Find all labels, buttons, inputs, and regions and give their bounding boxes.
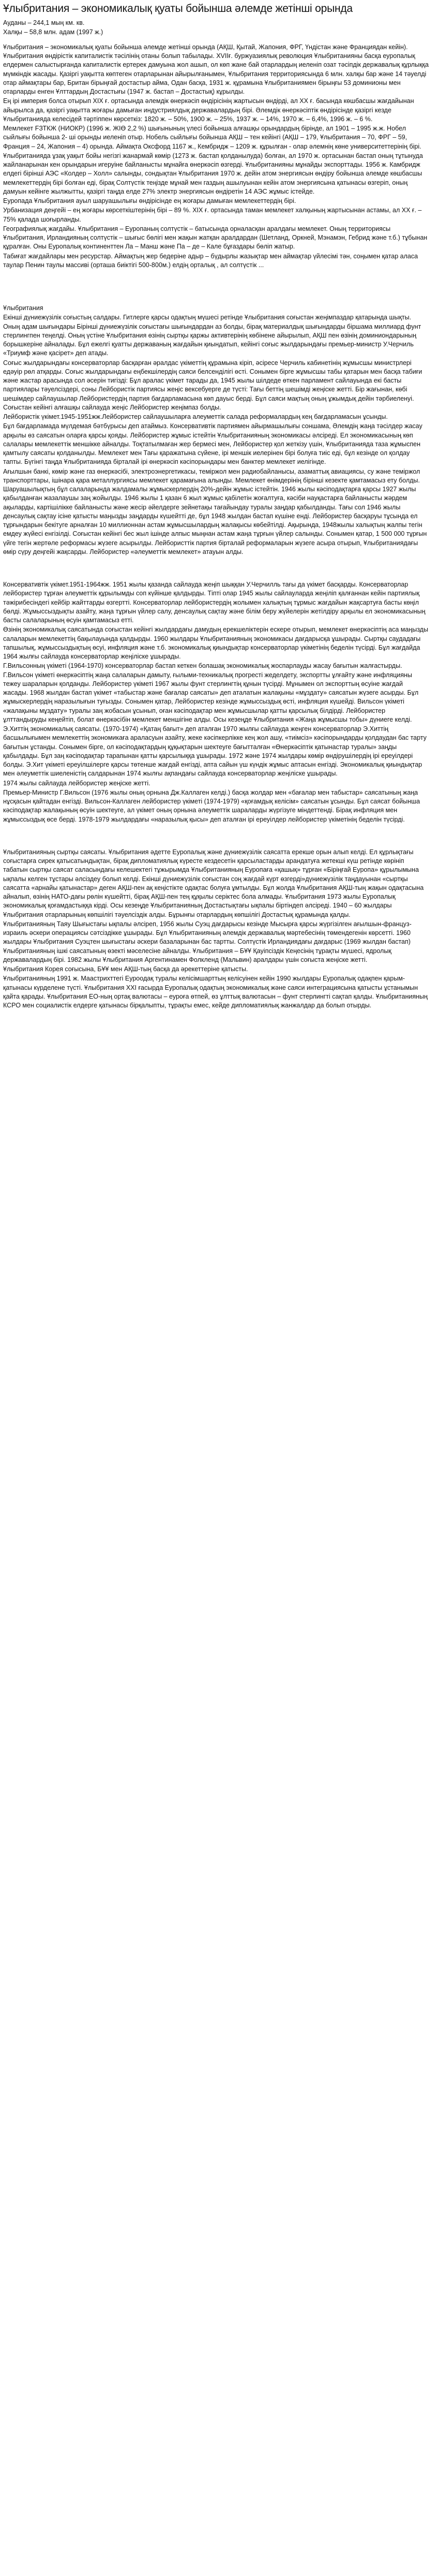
paragraph: Ағылшын банкі, көмір және газ өнеркәсібі, электроэнергетикасы, теміржол мен радиобайланысы, азаматтық авиациясы, су және теміржол транспорттары, ішінара қара металлургиясы мемлекет қарамағына алынды. Мемлекет өнімдерінің бірінші кезекте қамтамасыз ету болды. Шаруашылықтың бұл салаларында жалдамалы жұмыскерлердің 20%-дейін жұмыс істейтін. 1946 жылы кәсіподақтарға қарсы 1927 жылы қабылданған жазалаушы заң жойылды. 1946 жылы 1 қазан 6 жыл жұмыс қабілетін жоғалтуға, кәсіби науқастарға байланысты жәрдем ақыларды, картішілікке байланысты және жесір әйелдерге зейнетақы тағайындау туралы заңдар қабылданды. Тағы сол 1946 жылы денсаулық сақтау ісіне қатысты маңызды заңдарды күшейтті де, бұл 1948 жылдан бастап күшіне енді. Лейбористер басқаруы тұсында ел тұрғындарын бекітуге арналған 10 миллионнан астам жұмысшылардың жалақысы көбейтілді. Ақырында, 1948жылы халықтың жалпы тегін емдеу жүйесі енгізілді. Соғыстан кейінгі бес жыл ішінде алпыс мыңнан астам жаңа тұрғын үйлер салынды. Сонымен қатар, 1 500 000 тұрғын үйге тегін жертөле реформасы жүзеге асырылды. Лейбористтік партия бірталай реформаларын жүзеге асыра отырып, Ұлыбританиядағы өмір сүру деңгейі жақсарды. Лейбористер «әлеуметтік мемлекет» атауын алды. (3, 467, 429, 555)
paragraph: Ұлыбританияда ұзақ уақыт бойы негізгі жанармай көмір (1273 ж. бастап қолданылуда) болған, ал 1970 ж. ортасынан бастап оның тұтынуда жайланарынан кен орындарын игеруіне байланысты мұнайға өнеркәсіп өзгерді. Ұлыбританияны мұнайды экспорттады. 1956 ж. Камбридж елдегі бірінші АЭС «Колдер – Холл» салынды, сондықтан Ұлыбритания 1970 ж. дейін атом энергиясын өндіру бойынша әлемде көшбасшы мемлекеттердің бірі болған еді, бірақ Солтүстік теңізде мұнай мен газдың ашылуынан кейін атом энергиясына қатынасы өзгеріп, оның дамуын кейінге жылжытты, қазіргі таңда елде 27% электр энергиясын өндіретін 14 АЭС жұмыс істейде. (3, 152, 425, 195)
paragraph: Соғыс жылдарындағы консерваторлар басқарған әралдас үкіметтің құрамына кіріп, әсіресе Черчиль кабинетінің жұмысшы министрлері едәуір рөл атқарды. Соғыс жылдарындағы еңбекшілердің саяси белсенділігі өсті. Сонымен бірге жұмысшы табы қатарын мен басқа табиғи және жастар арасында сол әсерін тигізді: Бұл аралас үкімет тарады да, 1945 жылы шілдеде өткен парламент сайлауында екі басты партиялары тәуелсіздері, соны Лейбористік партиясы жеңіс вексебуерге де түсті: Тағы беттің шешімді жеңіске жетті. Бір жағынан, көбі шешімдер сайлаушылар Лейбористердің партия бағдарламасына көп дауыс берді. Бұл саяси мақтың оның ұжымдық дейін тәрбиеленуі. Соғыстан кейінгі алғашқы сайлауда жеңіс Лейбористер жеңімпаз болды. (3, 359, 424, 411)
paragraph: Консервативтік үкімет.1951-1964жж. 1951 жылы қазанда сайлауда жеңіп шыққан У.Черчилль тағы да үкімет басқарды. Консерваторлар лейбористер тұрған әлеуметтік құрылымды соп күйінше қалдырды. Тіпті олар 1945 жылы сайлауларда жеңіліп қалғаннан кейін партиялық тәжірибесіндегі кейбір жайттарды өзгертті. Консерваторлар лейбористердің жолымен халықтың тұрмыс жағдайын жақсартуға басты көңіл бөлді. Жұмыссыздықты азайту, жаңа тұрғын үйлер салу, денсаулық сақтау және білім беру жүйелерін жетілдіру арқылы ел экономикасының басты салаларының өсуін қамтамасыз етті. (3, 581, 427, 624)
paragraph: Ең ірі империя болса отырып ХІХ ғ. ортасында әлемдік өнеркәсіп өндірісінің жартысын өндірді, ал ХХ ғ. басында көшбасшы жағдайынан айырылса да, қазіргі уақытта жоғары дамыған индустриялдық державалардың бірі. Әлемдік өнеркәсіптік өндірісінде қазіргі кезде Ұлыбританияда келесідей тәртіппен көрсеткіз: 1820 ж. – 50%, 1900 ж. – 25%, 1937 ж. – 14%, 1970 ж. – 6,4%, 1996 ж. – 6 %. (3, 97, 416, 123)
paragraph: Урбанизация деңгейі – ең жоғары көрсеткіштерінің бірі – 89 %. ХІХ ғ. ортасында таман мемлекет халқының жартысынан астамы, ал ХХ ғ. – 75% қалада шоғырланды. (3, 207, 424, 223)
paragraph: 1974 жылы сайлауда лейбористер жеңіске жетті. (3, 779, 150, 787)
country-facts (3, 19, 429, 37)
paragraph: Ұлыбританияның 1991 ж. Маастрихттегі Еуроодақ туралы келісімшарттың келісуінен кейін 1990 жылдары Еуропалық одақпен қарым-қатынасы күрделене түсті. Ұлыбритания XXI ғасырда Еуропалық одақтың экономикалық және саяси интеграциясына қатысты ұстанымын қайта қарады. Ұлыбритания ЕО-ның ортақ валютасы – еуроға өтпей, өз ұлттық валютасын – фунт стерлингті сақтап қалды. Ұлыбританияның КСРО мен социалистік елдерге қатынасы бірқалыпты, тұрақты емес, кейде дипломатиялық жанжалдар да болып отырды. (3, 975, 430, 1009)
page-title: Ұлыбритания – экономикалық қуаты бойынша әлемде жетінші орында (3, 3, 353, 14)
document-page (0, 0, 432, 1015)
paragraph: Ұлыбританияның сыртқы саясаты. Ұлыбритания әдетте Еуропалық және дүниежүзілік саясатта ерекше орын алып келді. Ел құрлықтағы соғыстарға сирек қатысатындықтан, бірақ дипломатиялық күресте кездесетін қарсыластарды арандатуға жетекші күш ретінде көрініп табатын сыртқы саясат саласындағы келешектегі тұжырымда Ұлыбританияның Еуропаға «қашық» тұрған «Біріңғай Еуропа» құрылымына ықпалы келген тұстары әлсіздеу болып келді. Екінші дүниежүзілік соғыстан соң жағдай күрт өзгерді»дүниежүзілік таңдауынан «сыртқы саясатта «арнайы қатынастар» деген АҚШ-пен ақ кеңістікте одақтас болуға ұмтылды. Бұл жолда Ұлыбритания АҚШ-тың жақын одақтасына айналып, өзінің НАТО-дағы рөлін күшейтті, бірақ АҚШ-пен тең құқылы серіктес бола алмады. Ұлыбритания 1973 жылы Еуропалық экономикалық қоғамдастыққа кірді. Осы кезеңде Ұлыбританияның Достастықтағы ықпалы біртіндеп әлсіреді. 1940 – 60 жылдары Ұлыбритания отарларының көпшілігі тәуелсіздік алды. Бұрынғы отарлардың көпшілігі Достастық құрамында қалды. (3, 848, 426, 918)
article-body (3, 43, 429, 1011)
paragraph: Премьер-Министр Г.Вильсон (1976 жылы оның орнына Дж.Каллаген келді.) басқа жолдар мен «бағалар мен табыстар» саясатының жаңа нұсқасын қайтадан енгізді. Вильсон-Каллаген лейбористер үкіметі (1974-1979) «қоғамдық келісім» саясатын ұсынды. Бұл саясат бойынша кәсіподақтар жалақының өсуін шектеуге, ал үкімет оның орнына әлеуметтік шараларды жүргізуге міндеттенді. Бірақ инфляция мен жұмыссыздық өсе берді. 1978-1979 жылдардағы «наразылық қысы» деп аталған ірі ереуілдер лейбористер үкіметінің беделін түсірді. (3, 788, 422, 823)
section-conservatives (3, 580, 429, 824)
paragraph: Г.Вильсонның үкіметі (1964-1970) консерваторлар бастап кеткен болашақ экономикалық жоспарлауды жасау бағытын жалғастырды. Г.Вильсон үкіметі өнеркәсіптің жаңа салаларын дамыту, ғылыми-техникалық прогресті жеделдету, экспортты ұлғайту және инфляцияны тежеу шараларын қолданды. Лейбористер үкіметі 1967 жылы фунт стерлингтің құнын түсірді. Мұнымен ол экспорттың өсуіне жағдай жасады. 1968 жылдан бастап үкімет «табыстар және бағалар саясаты» деп аталатын жалақыны «мұздату» саясатын жүзеге асырды. Бұл жұмыскерлердің наразылығын туғызды. Сонымен қатар, Лейбористер кезінде жұмыссыздық өсті, инфляция күшейді. Вильсон үкіметі «жалақыны мұздату» туралы заң жобасын ұсынып, оған кәсіподақтар мен жұмысшылар қатты қарсылық білдірді. Лейбористер ұлттандыруды кеңейтіп, болат өнеркәсібін мемлекет меншігіне алды. Осы кезеңде Ұлыбритания «Жаңа жұмысшы тобы» дүниеге келді. (3, 662, 420, 723)
section-spacer (3, 560, 429, 580)
paragraph: Географиялық жағдайы. Ұлыбритания – Еуропаның солтүстік – батысында орналасқан аралдағы мемлекет. Оның территориясы Ұлыбритания, Ирландияның солтүстік – шығыс бөлігі мен жақын жатқан аралдардан (Шетланд, Оркней, Мэнамэн, Гебрид және т.б.) тұбынан құралған. Оны Еуропалық континенттен Ла – Манш және Па – де – Кале бұғаздары бөліп жатыр. (3, 225, 429, 251)
paragraph: Еуропада Ұлыбритания ауыл шаруашылығы өндірісінде ең жоғары дамыған мемлекеттердің бірі. (3, 197, 296, 204)
population-line: Халқы – 58,8 млн. адам (1997 ж.) (3, 28, 103, 36)
paragraph: Ұлыбритания (3, 304, 43, 312)
paragraph: Өзінің экономикалық саясатында соғыстан кейінгі жылдардағы дамудың ерекшеліктерін ескере отырып, мемлекет өнеркәсіптің аса маңызды салаларын мемлекеттің бақылауында қалдырды. 1960 жылдары Ұлыбританияның экономикасы дағдарысқа ұшырады. Сыртқы саудадағы тапшылық, жұмыссыздықтың өсуі, инфляция және т.б. экономикалық қиындықтар консерваторлар үкіметінің беделін түсірді. Бұл жағдайда 1964 жылғы сайлауда консерваторлар жеңіліске ұшырады. (3, 626, 430, 660)
paragraph: Екінші дүниежүзілік соғыстың салдары. Гитлерге қарсы одақтың мүшесі ретінде Ұлыбритания соғыстан жеңімпаздар қатарында шықты. Оның адам шығындары Бірінші дүниежүзілік соғыстағы шығындардан аз болды, бірақ материалдық шығындарды біршама миллиард фунт стерлингпен теңелді. Оның үстіне Ұлыбритания өзінің сыртқы қаржы активтерінің көбінене айырылып, АҚШ пен өзінің доминиондарының борышкеріне айналады. Бұл ежелгі қуатты державаның жағдайын қиындатып, кейінгі соғыс жылдарындағы премьер-министр У.Черчиль «Триумф және қасірет» деп атады. (3, 314, 423, 357)
paragraph: Ұлыбританияның Таяу Шығыстағы ықпалы әлсіреп, 1956 жылы Суэц дағдарысы кезінде Мысырға қарсы жүргізілген ағылшын-француз-израиль әскери операциясы сәтсіздікке ұшырады. Бұл Ұлыбританияның әлемдік державалық мәртебесінің төмендегенін көрсетті. 1960 жылдары Ұлыбритания Суэцтен шығыстағы әскери базаларынан бас тартты. Солтүстік Ирландиядағы дағдарыс (1969 жылдан бастап) Ұлыбританияның ішкі саясатының өзекті мәселесіне айналды. Ұлыбритания – БҰҰ Қауіпсіздік Кеңесінің тұрақты мүшесі, ядролық державалардың бірі. 1982 жылы Ұлыбритания Аргентинамен Фолкленд (Мальвин) аралдары үшін соғыста жеңіске жетті. (3, 920, 413, 963)
paragraph: Бұл бағдарламада мүлдемая бәтбүрысы деп атаймыз. Консервативтік партиямен айырмашылығы соншама, Әлемдің жаңа тәсілдер жасау арқылы өз саясатын оларға қарсы қояды. Лейбористер жұмыс істейтін Ұлыбританияның экономикасы әлсіреді. Ел экономикасының көп салалары мемлекеттік меншікке айналды. Тоқтатылмаған жер бермесі мен, Лейбористер қол жеткізу үшін, Ұлыбританияда таза жұмыспен қамтылу саясаты қолданылды. Мемлекет мен Тағы қаражатына сүйене, ірі меншік иелерінен бірі болуға тиіс еді, бұл кезінде ол қолдау тапты. Бүгінгі таңда Ұлыбританияда бірталай ірі өнеркәсіп кәсіпорындары мен банктер мемлекет иелігінде. (3, 422, 425, 466)
section-history (3, 304, 429, 557)
section-foreign (3, 848, 429, 1011)
section-spacer (3, 827, 429, 848)
paragraph: Ұлыбритания Корея соғысына, БҰҰ мен АҚШ-тың басқа да әрекеттеріне қатысты. (3, 965, 248, 973)
paragraph: Табиғат жағдайлары мен ресурстар. Аймақтың жер бедеріне адыр – бүдырлы жазықтар мен аймақтар үйлесімі тән, соңымен қатар аласа таулар Пенин таулы массиві (орташа биіктігі 500-800м.) елдің орталық , ал солтүстік ... (3, 252, 420, 269)
paragraph: Мемлекет FЗТКЖ (НИОКР) (1996 ж. ЖІӨ 2,2 %) шығынының үлесі бойынша алғашқы орындардың бірінде, ал 1901 – 1995 ж.ж. Нобел сыйлығы бойынша 2- ші орынды иеленіп отыр. Нобель сыйлығы бойынша АҚШ – тен кейінгі (АҚШ – 179, Ұлыбритания – 70, ФРГ – 59, Франция – 24, Жапония – 4) орында. Аймақта Оксфорд 1167 ж., Кембридж – 1209 ж. құрылған - олар әлемнің көне университеттерінің бірі. (3, 125, 421, 150)
paragraph: Ұлыбритания – экономикалық қуаты бойынша әлемде жетінші орында (АҚШ, Қытай, Жапония, ФРГ, Үндістан және Франциядан кейін). Ұлыбритания өндірістік капиталистік тәсілінің отаны болып табылады. XVIIғ. буржуазиялық революция Ұлыбританияны басқа еуропалық елдермен салыстырғанда капиталистік eртерек дамуына жол ашып, ол көп жане бай отарлардың иеленіп озат тәсіпдік державалық құрлыққа мүмкіндік жасады. Қазіргі уақытта көптеген отарларынан айырылғанымен, Ұлыбритания территориясында 6 млн. халқы бар және 14 тәуелді отар аймақтары бар, Британ бірыңғай достастыр айма, Одан басқа, 1931 ж. құрамына Ұлыбританиямен бірыңғы 53 доминионы мен отарларды енген Ұлттардың Достастығы (1947 ж. бастап – Достастық) кұрылды. (3, 43, 431, 95)
paragraph: Э.Хиттің экономикалық саясаты. (1970-1974) «Қатаң бағыт» деп аталған 1970 жылғы сайлауда жеңген консерваторлар Э.Хиттің басшылығымен мемлекеттің экономикаға араласуын азайту, жеке кәсіпкерлікке кең жол ашу, «тиімсіз» кәсіпорындарды қолдаудан бас тарту бағытын ұстанды. Сонымен бірге, ол кәсіподақтардың құқықтарын шектеуге бағытталған «Өнеркәсіптік қатынастар туралы» заңды қабылдады. Бұл заң кәсіподақтар тарапынан қатты қарсылыққа ұшырады. 1972 және 1974 жылдары көмір өндірушілердің ірі ереуілдері болды. Э.Хит үкіметі ереуілшілерге қарсы төтенше жағдай енгізді, апта сайын үш күндік жұмыс аптасын енгізді. Экономикалық қиындықтар мен әлеуметтік шиеленістің салдарынан 1974 жылғы ақпандағы сайлауда консерваторлар жеңіліске ұшырады. (3, 725, 429, 778)
paragraph: Лейбористік үкімет.1945-1951жж.Лейбористер сайлаушыларға алеуметтік салада реформалардың кең бағдарламасын ұсынды. (3, 413, 388, 420)
section-economy (3, 43, 429, 270)
area-line: Ауданы – 244,1 мың км. кв. (3, 19, 85, 27)
section-spacer (3, 273, 429, 304)
